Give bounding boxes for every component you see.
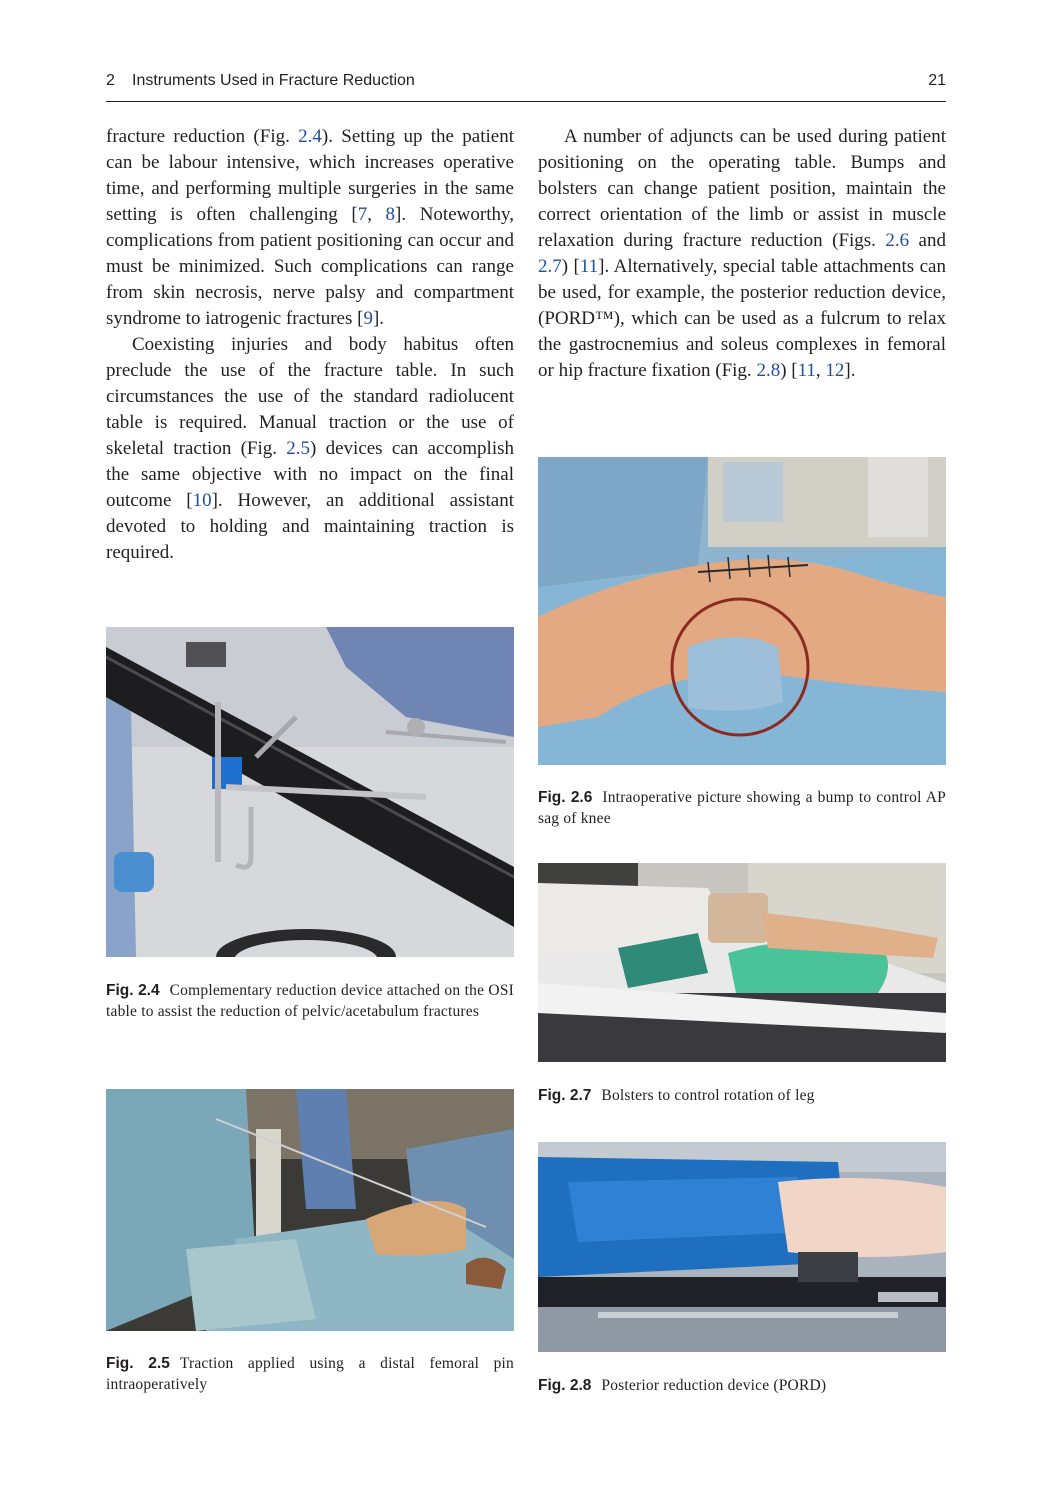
figure-2-4-caption	[106, 980, 514, 1022]
paragraph-adjuncts	[538, 124, 946, 384]
chapter-heading	[106, 72, 415, 90]
caption-text: Posterior reduction device (PORD)	[601, 1377, 827, 1394]
text-run: ]. However, an additional assistant devoted to holding and maintaining traction is required.	[106, 490, 514, 563]
text-run: fracture reduction (Fig.	[106, 126, 299, 147]
text-run: ). Setting up the patient can be labour intensive, which increases operative time, and performing multiple surgeries in the same setting is often challenging [	[106, 126, 514, 225]
text-run: ]. Alternatively, special table attachments can be used, for example, the posterior reduction device, (PORD™), which can be used as a fulcrum to relax the gastrocnemius and soleus complexes in femoral or hip fracture fixation (Fig.	[538, 256, 946, 381]
citation-ref-12[interactable]: 12	[825, 360, 845, 381]
page-number: 21	[928, 72, 946, 89]
citation-ref-8[interactable]: 8	[385, 204, 396, 225]
paragraph-coexisting-injuries	[106, 332, 514, 566]
figure-label: Fig. 2.4	[106, 982, 160, 999]
figure-2-8-caption	[538, 1375, 946, 1396]
text-run: and	[909, 230, 946, 251]
header-rule	[106, 101, 946, 102]
figure-ref-2-8[interactable]: 2.8	[756, 360, 781, 381]
right-column	[538, 124, 946, 384]
paragraph-fracture-reduction	[106, 124, 514, 332]
caption-text: Bolsters to control rotation of leg	[601, 1087, 815, 1104]
figure-2-5-image	[106, 1089, 514, 1331]
figure-label: Fig. 2.8	[538, 1377, 592, 1394]
citation-ref-7[interactable]: 7	[357, 204, 368, 225]
chapter-number: 2	[106, 72, 115, 89]
text-run: ].	[844, 360, 856, 381]
figure-2-7-caption	[538, 1085, 946, 1106]
figure-2-8-image	[538, 1142, 946, 1352]
figure-2-6-image	[538, 457, 946, 765]
running-head	[106, 72, 946, 96]
chapter-title: Instruments Used in Fracture Reduction	[132, 72, 415, 89]
text-run: ]. Noteworthy, complications from patient positioning can occur and must be minimized. Such complications can range from skin necrosis, nerve palsy and compartment syndrome to iatrogenic fractures [	[106, 204, 514, 329]
figure-ref-2-7[interactable]: 2.7	[538, 256, 562, 277]
figure-2-6-caption	[538, 787, 946, 829]
text-run: ) [	[780, 360, 798, 381]
citation-ref-9[interactable]: 9	[363, 308, 373, 329]
citation-ref-11[interactable]: 11	[579, 256, 599, 277]
figure-ref-2-5[interactable]: 2.5	[286, 438, 311, 459]
left-column	[106, 124, 514, 566]
text-run: ].	[372, 308, 385, 329]
citation-ref-10[interactable]: 10	[192, 490, 212, 511]
figure-ref-2-4[interactable]: 2.4	[298, 126, 322, 147]
text-run: ) [	[561, 256, 580, 277]
figure-label: Fig. 2.7	[538, 1087, 592, 1104]
caption-text: Complementary reduction device attached on the OSI table to assist the reduction of pelvic/acetabulum fractures	[106, 982, 515, 1020]
text-run: ) devices can accomplish the same objective with no impact on the final outcome [	[106, 438, 514, 511]
text-run: Coexisting injuries and body habitus often preclude the use of the fracture table. In such circumstances the use of the standard radiolucent table is required. Manual traction or the use of skeletal traction (Fig.	[106, 334, 514, 459]
caption-text: Traction applied using a distal femoral pin intraoperatively	[106, 1355, 515, 1393]
figure-2-7-image	[538, 863, 946, 1062]
figure-2-4-image	[106, 627, 514, 957]
figure-2-5-caption	[106, 1353, 514, 1395]
figure-label: Fig. 2.5	[106, 1355, 170, 1372]
figure-label: Fig. 2.6	[538, 789, 593, 806]
caption-text: Intraoperative picture showing a bump to control AP sag of knee	[538, 789, 947, 827]
text-run: ,	[815, 360, 826, 381]
citation-ref-11b[interactable]: 11	[797, 360, 816, 381]
text-run: A number of adjuncts can be used during patient positioning on the operating table. Bumps and bolsters can change patient position, maintain the correct orientation of the limb or assist in muscle relaxation during fracture reduction (Figs.	[538, 126, 946, 251]
text-run: ,	[367, 204, 386, 225]
figure-ref-2-6[interactable]: 2.6	[885, 230, 910, 251]
